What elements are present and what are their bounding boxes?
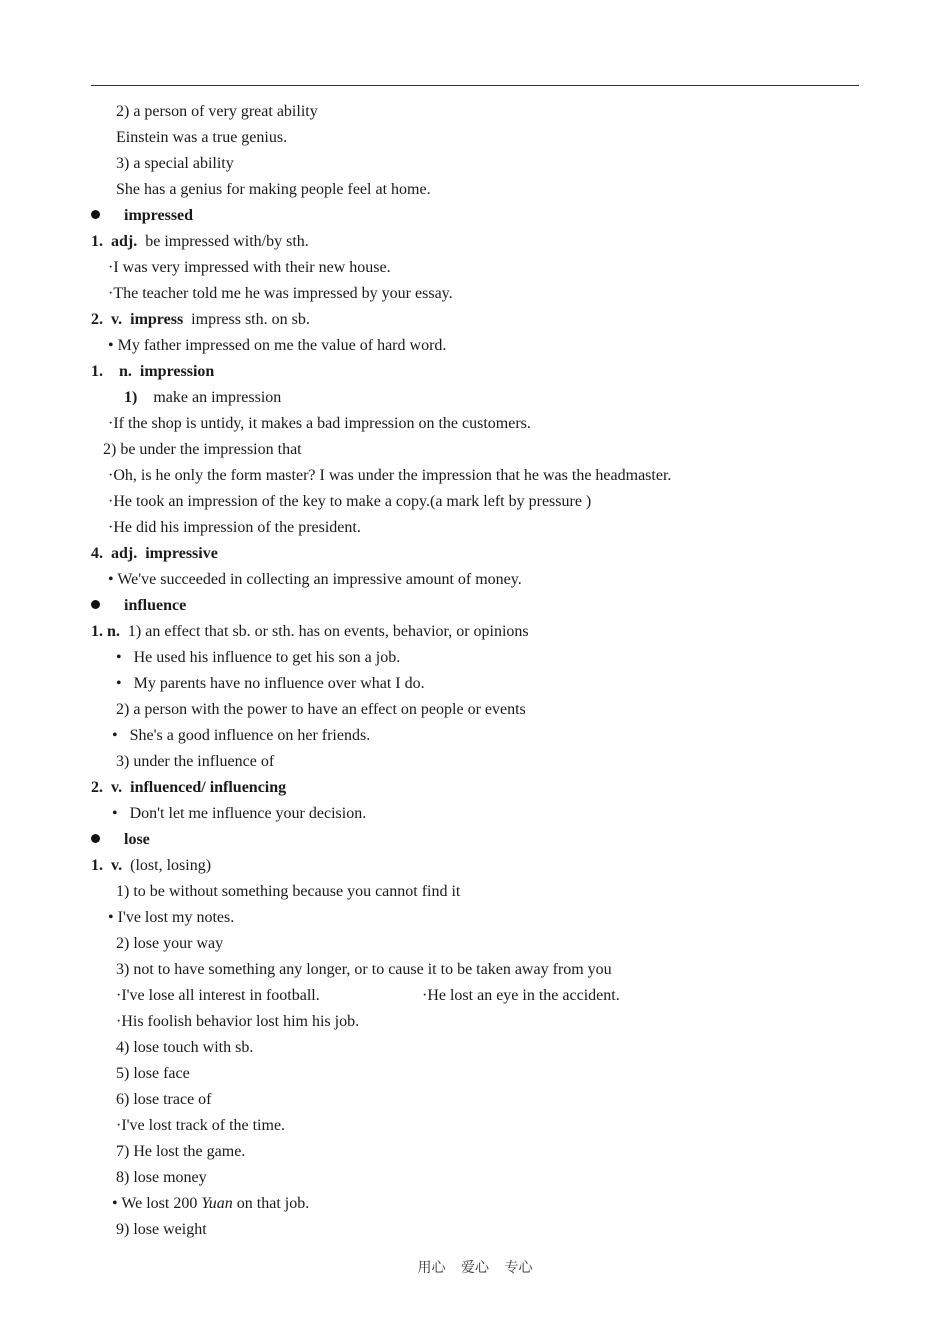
- example-text: • We lost 200: [112, 1195, 198, 1212]
- sub-sense-number: 1): [124, 389, 138, 406]
- sub-sense-text: make an impression: [153, 389, 282, 406]
- page-footer: 用心 爱心 专心: [417, 1261, 533, 1276]
- part-of-speech: adj.: [111, 545, 138, 562]
- text-line: Einstein was a true genius.: [116, 129, 288, 146]
- bullet-dot-icon: [91, 600, 100, 609]
- part-of-speech: v.: [111, 779, 123, 796]
- sense-text: 1) an effect that sb. or sth. has on events, behavior, or opinions: [127, 623, 529, 640]
- text-line: 7) He lost the game.: [116, 1143, 246, 1160]
- example-line: ·I was very impressed with their new house.: [108, 259, 391, 276]
- bullet-icon: •: [112, 727, 118, 744]
- example-text: ·He lost an eye in the accident.: [422, 987, 620, 1004]
- bullet-dot-icon: [91, 210, 100, 219]
- text-line: 1) to be without something because you cannot find it: [116, 883, 461, 900]
- text-line: She has a genius for making people feel at home.: [116, 181, 431, 198]
- entry-word: influence: [124, 597, 187, 614]
- sense-number: 1.: [91, 233, 103, 250]
- bullet-icon: •: [116, 675, 122, 692]
- part-of-speech: v.: [111, 857, 123, 874]
- text-line: 4) lose touch with sb.: [116, 1039, 254, 1056]
- text-line: 2) a person with the power to have an effect on people or events: [116, 701, 526, 718]
- text-line: 5) lose face: [116, 1065, 190, 1082]
- example-line: [0, 801, 950, 827]
- document-body: [0, 99, 950, 1243]
- bullet-icon: •: [112, 805, 118, 822]
- sense-line: [0, 307, 950, 333]
- example-line: • I've lost my notes.: [108, 909, 235, 926]
- example-line: [0, 1191, 950, 1217]
- sense-number: 2.: [91, 311, 103, 328]
- example-text-italic: Yuan: [201, 1195, 233, 1212]
- example-line: ·He took an impression of the key to make a copy.(a mark left by pressure ): [108, 493, 592, 510]
- entry-heading-impressed: [0, 203, 950, 229]
- example-text: on that job.: [236, 1195, 310, 1212]
- example-line: ·His foolish behavior lost him his job.: [116, 1013, 360, 1030]
- example-text: ·I've lose all interest in football.: [116, 987, 320, 1004]
- bullet-icon: •: [116, 649, 122, 666]
- part-of-speech: v.: [111, 311, 123, 328]
- example-line: ·He did his impression of the president.: [108, 519, 361, 536]
- text-line: 2) be under the impression that: [103, 441, 302, 458]
- entry-heading-lose: [0, 827, 950, 853]
- bullet-dot-icon: [91, 834, 100, 843]
- example-text: Don't let me influence your decision.: [129, 805, 367, 822]
- entry-word: impressed: [124, 207, 194, 224]
- sense-line: [0, 775, 950, 801]
- example-line: [0, 645, 950, 671]
- text-line: 3) a special ability: [116, 155, 234, 172]
- text-line: 9) lose weight: [116, 1221, 207, 1238]
- sense-text: impress sth. on sb.: [191, 311, 310, 328]
- example-line: • My father impressed on me the value of hard word.: [108, 337, 447, 354]
- entry-heading-influence: [0, 593, 950, 619]
- sense-number: 1.: [91, 857, 103, 874]
- sense-number: 1. n.: [91, 623, 120, 640]
- text-line: 6) lose trace of: [116, 1091, 212, 1108]
- example-text: My parents have no influence over what I do.: [133, 675, 425, 692]
- text-line: 3) not to have something any longer, or to cause it to be taken away from you: [116, 961, 612, 978]
- headword: impression: [139, 363, 215, 380]
- sense-number: 1.: [91, 363, 103, 380]
- sense-line: [0, 619, 950, 645]
- sense-line: [0, 853, 950, 879]
- text-line: 3) under the influence of: [116, 753, 275, 770]
- text-line: 2) a person of very great ability: [116, 103, 318, 120]
- example-line: ·I've lost track of the time.: [116, 1117, 286, 1134]
- example-line: [0, 671, 950, 697]
- sub-sense-line: [0, 385, 950, 411]
- entry-word: lose: [124, 831, 150, 848]
- sense-line: [0, 359, 950, 385]
- headword: impress: [130, 311, 184, 328]
- example-line: ·The teacher told me he was impressed by your essay.: [108, 285, 453, 302]
- example-line: ·If the shop is untidy, it makes a bad impression on the customers.: [108, 415, 531, 432]
- sense-number: 4.: [91, 545, 103, 562]
- sense-number: 2.: [91, 779, 103, 796]
- part-of-speech: adj.: [111, 233, 138, 250]
- example-line: • We've succeeded in collecting an impressive amount of money.: [108, 571, 522, 588]
- sense-text: (lost, losing): [130, 857, 212, 874]
- sense-line: [0, 541, 950, 567]
- example-text: She's a good influence on her friends.: [129, 727, 371, 744]
- part-of-speech: n.: [119, 363, 132, 380]
- example-text: He used his influence to get his son a job.: [133, 649, 401, 666]
- sense-text: be impressed with/by sth.: [145, 233, 309, 250]
- sense-line: [0, 229, 950, 255]
- text-line: 2) lose your way: [116, 935, 224, 952]
- example-line: ·Oh, is he only the form master? I was under the impression that he was the headmaster.: [108, 467, 672, 484]
- header-rule: [91, 85, 859, 86]
- example-line-pair: [0, 983, 950, 1009]
- headword: influenced/ influencing: [130, 779, 287, 796]
- headword: impressive: [145, 545, 218, 562]
- example-line: [0, 723, 950, 749]
- text-line: 8) lose money: [116, 1169, 207, 1186]
